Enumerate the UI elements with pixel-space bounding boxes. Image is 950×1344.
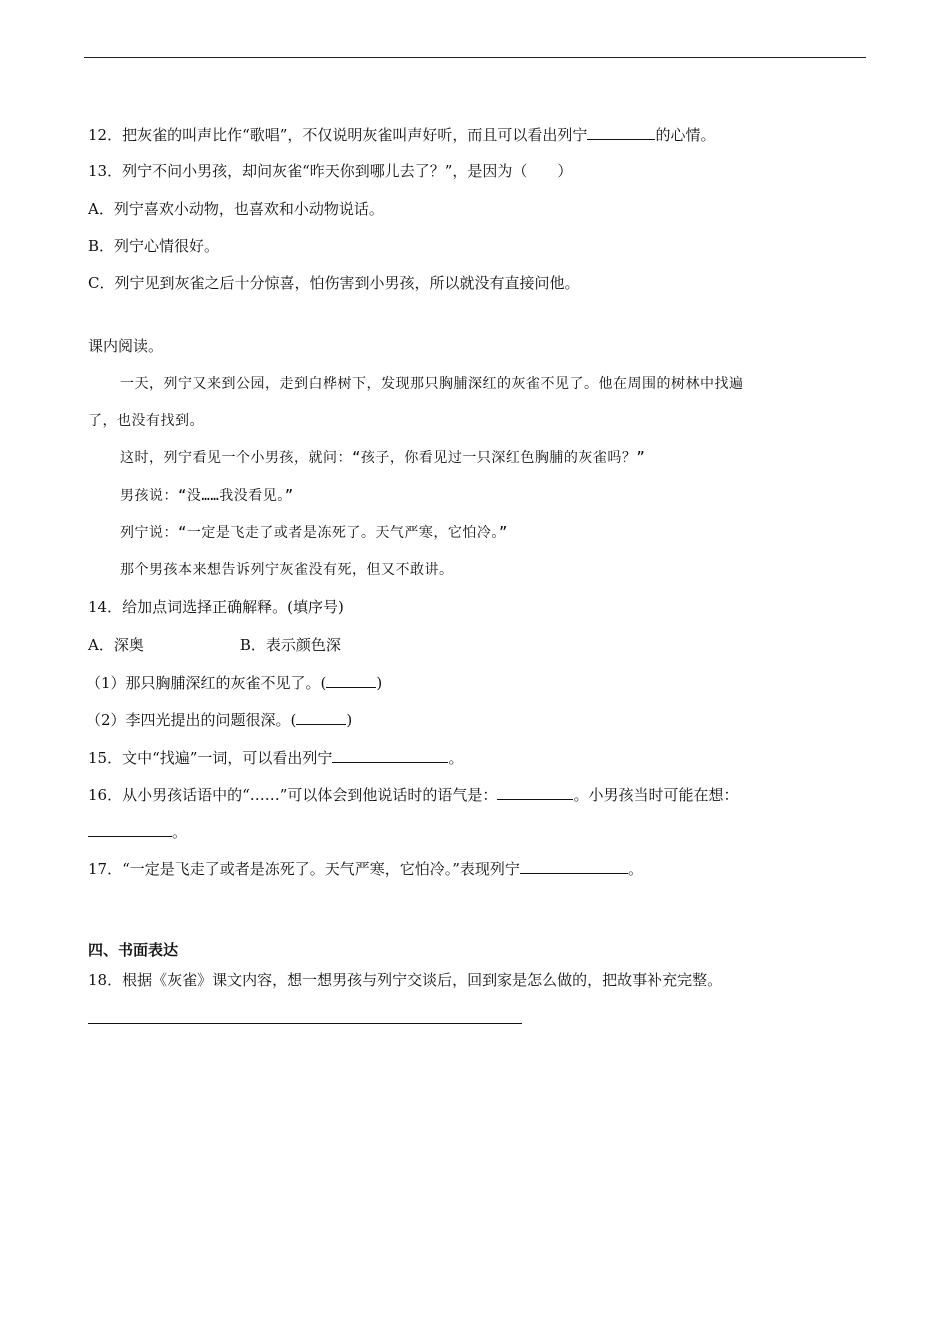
option-13-a[interactable]: A．列宁喜欢小动物，也喜欢和小动物说话。 xyxy=(88,200,384,218)
option-14-a[interactable]: A．深奥 xyxy=(88,636,144,654)
option-13-c[interactable]: C．列宁见到灰雀之后十分惊喜，怕伤害到小男孩，所以就没有直接问他。 xyxy=(88,274,580,292)
reading-paragraph-3: 男孩说：“没……我没看见。” xyxy=(120,488,294,504)
answer-blank-14-1[interactable] xyxy=(326,672,376,688)
question-18: 18．根据《灰雀》课文内容，想一想男孩与列宁交谈后，回到家是怎么做的，把故事补充完整。 xyxy=(88,971,723,989)
question-15 xyxy=(88,747,463,768)
reading-paragraph-2: 这时，列宁看见一个小男孩，就问：“孩子，你看见过一只深红色胸脯的灰雀吗？” xyxy=(120,450,646,466)
reading-paragraph-1-cont: 了，也没有找到。 xyxy=(88,413,204,429)
question-12-suffix: 的心情。 xyxy=(655,126,716,144)
reading-paragraph-1: 一天，列宁又来到公园，走到白桦树下，发现那只胸脯深红的灰雀不见了。他在周围的树林中找遍 xyxy=(120,376,744,392)
question-17 xyxy=(88,858,643,879)
answer-blank-17[interactable] xyxy=(520,858,628,874)
question-14-item-2-text: （2）李四光提出的问题很深。( xyxy=(86,711,297,729)
question-16 xyxy=(88,784,738,805)
section-4-title: 四、书面表达 xyxy=(88,941,179,959)
question-13: 13．列宁不问小男孩，却问灰雀“昨天你到哪儿去了？”，是因为（ ） xyxy=(88,162,573,180)
option-14-b[interactable]: B．表示颜色深 xyxy=(239,636,341,654)
question-17-text: 17．“一定是飞走了或者是冻死了。天气严寒，它怕冷。”表现列宁 xyxy=(88,860,520,878)
question-12 xyxy=(88,124,715,145)
question-16-cont xyxy=(88,821,187,842)
question-14-options xyxy=(88,635,341,655)
answer-blank-16-2[interactable] xyxy=(88,821,172,837)
reading-title: 课内阅读。 xyxy=(88,337,164,355)
reading-paragraph-5: 那个男孩本来想告诉列宁灰雀没有死，但又不敢讲。 xyxy=(120,562,454,578)
question-17-suffix: 。 xyxy=(627,860,643,878)
answer-line-18[interactable] xyxy=(88,1023,522,1024)
answer-blank-12[interactable] xyxy=(587,124,655,140)
question-16-middle: 。小男孩当时可能在想： xyxy=(573,786,739,804)
option-13-b[interactable]: B．列宁心情很好。 xyxy=(88,237,220,255)
question-14-item-1-text: （1）那只胸脯深红的灰雀不见了。( xyxy=(86,674,327,692)
question-16-suffix: 。 xyxy=(172,823,188,841)
question-14-item-1 xyxy=(86,672,382,693)
question-14-item-2-close: ) xyxy=(346,711,353,729)
answer-blank-16-1[interactable] xyxy=(497,784,573,800)
reading-paragraph-4: 列宁说：“一定是飞走了或者是冻死了。天气严寒，它怕冷。” xyxy=(120,525,508,541)
question-15-suffix: 。 xyxy=(448,749,464,767)
answer-blank-14-2[interactable] xyxy=(296,709,346,725)
question-15-text: 15．文中“找遍”一词，可以看出列宁 xyxy=(88,749,333,767)
question-12-text: 12．把灰雀的叫声比作“歌唱”，不仅说明灰雀叫声好听，而且可以看出列宁 xyxy=(88,126,588,144)
question-14-item-1-close: ) xyxy=(376,674,383,692)
answer-blank-15[interactable] xyxy=(332,747,448,763)
question-14: 14．给加点词选择正确解释。(填序号) xyxy=(88,598,344,616)
question-14-item-2 xyxy=(86,709,352,730)
question-16-text: 16．从小男孩话语中的“……”可以体会到他说话时的语气是： xyxy=(88,786,498,804)
header-rule xyxy=(84,57,866,58)
